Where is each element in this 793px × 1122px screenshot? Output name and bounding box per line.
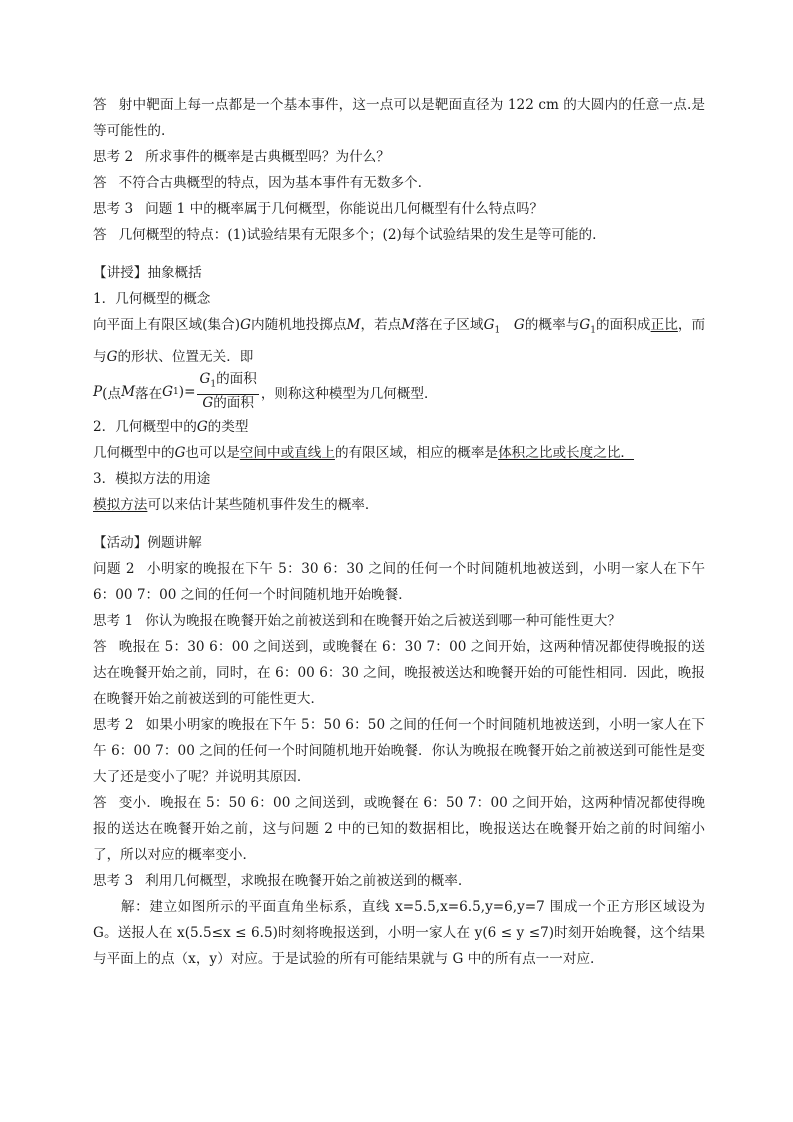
thinking-label: 思考 3 — [93, 201, 134, 217]
thinking-text: 你认为晚报在晚餐开始之前被送到和在晚餐开始之后被送到哪一种可能性更大？ — [145, 612, 621, 629]
answer-ex-1 — [93, 634, 705, 712]
subscript: 1 — [210, 380, 217, 391]
solution-text: 解：建立如图所示的平面直角坐标系，直线 x=5.5,x=6.5,y=6,y=7 围成一个正方形区域设为 G。送报人在 x(5.5≤x ≤ 6.5)时刻将晚报送到，小明一家人在 y(6 ≤ y ≤7)时刻开始晚餐，这个结果与平面上的点（x，y）对应。于是试验的所有可能结果就与 G 中的所有点一一对应. — [93, 898, 705, 967]
probability-formula — [93, 370, 705, 414]
answer-text: 变小．晚报在 5：50 6：00 之间送到，或晚餐在 6：50 7：00 之间开始，这两种情况都使得晚报的送达在晚餐开始之前，这与问题 2 中的已知的数据相比，晚报送达在晚餐开始之前的时间缩小了，所以对应的概率变小． — [93, 794, 706, 863]
underlined-answer: 正比 — [650, 317, 678, 333]
symbol-M: M — [346, 317, 361, 333]
problem-text: 小明家的晚报在下午 5：30 6：30 之间的任何一个时间随机地被送到，小明一家人在下午 6：00 7：00 之间的任何一个时间随机地开始晚餐． — [93, 560, 705, 603]
text-run: )= — [178, 383, 196, 400]
problem-label: 问题 2 — [93, 560, 135, 577]
thinking-ex-2 — [93, 712, 705, 790]
thinking-text: 利用几何概型，求晚报在晚餐开始之前被送到的概率. — [145, 872, 463, 889]
text-run: (点 — [102, 385, 122, 402]
text-run: 的面积成 — [595, 317, 651, 333]
thinking-text: 所求事件的概率是古典概型吗？为什么？ — [145, 149, 390, 165]
document-page — [93, 92, 705, 972]
thinking-3 — [93, 196, 705, 222]
text-run: 可以来估计某些随机事件发生的概率． — [147, 496, 379, 513]
underlined-answer: 空间中或直线上 — [239, 444, 335, 461]
text-run: 的面积 — [216, 371, 257, 388]
underlined-answer: 模拟方法 — [93, 496, 148, 513]
section-abstract — [93, 260, 705, 518]
section-examples — [93, 530, 705, 972]
symbol-P: P — [93, 383, 103, 400]
text-run: ，而与 — [93, 317, 706, 365]
text-run: 的有限区域，相应的概率是 — [334, 444, 499, 461]
text-run: 向平面上有限区域(集合) — [93, 317, 241, 333]
text-run — [500, 317, 514, 333]
symbol-G: G — [106, 348, 118, 365]
symbol-G: G — [483, 317, 495, 333]
item-1-definition — [93, 312, 705, 370]
subscript: 1 — [494, 325, 501, 336]
symbol-M: M — [121, 383, 135, 400]
answer-text: 晚报在 5：30 6：00 之间送到，或晚餐在 6：30 7：00 之间开始，这两种情况都使得晚报的送达在晚餐开始之前，同时，在 6：00 6：30 之间，晚报被送达和晚餐开始的可能性相同．因此，晚报在晚餐开始之前被送到的可能性更大． — [93, 638, 706, 707]
fraction-numerator — [197, 371, 258, 395]
thinking-1 — [93, 608, 705, 634]
thinking-text: 问题 1 中的概率属于几何概型，你能说出几何概型有什么特点吗？ — [145, 201, 544, 217]
answer-text: 射中靶面上每一点都是一个基本事件，这一点可以是靶面直径为 122 cm 的大圆内的任意一点.是等可能性的. — [93, 97, 706, 139]
symbol-G: G — [162, 383, 174, 400]
answer-label: 答 — [93, 97, 107, 113]
item-3-text — [93, 492, 705, 518]
fraction — [197, 371, 258, 412]
text-run: 几何概型中的 — [93, 444, 175, 461]
text-run: 的形状、位置无关．即 — [117, 348, 254, 365]
text-run: 落在子区域 — [415, 317, 484, 333]
item-1-title: 1．几何概型的概念 — [93, 291, 211, 307]
subscript: 1 — [173, 386, 179, 397]
answer-3 — [93, 222, 705, 248]
symbol-G: G — [196, 418, 208, 435]
text-run: 2．几何概型中的 — [93, 418, 197, 435]
answer-ex-2 — [93, 790, 705, 868]
text-run: ，则称这种模型为几何概型． — [260, 385, 438, 402]
symbol-G: G — [199, 371, 211, 388]
section-heading: 【活动】例题讲解 — [93, 534, 202, 551]
answer-label: 答 — [93, 638, 107, 655]
fraction-denominator — [200, 395, 256, 412]
text-run: 的面积 — [213, 395, 254, 412]
subscript: 1 — [590, 325, 596, 336]
symbol-G: G — [579, 317, 591, 333]
thinking-label: 思考 1 — [93, 612, 134, 629]
thinking-2 — [93, 144, 705, 170]
item-2-text — [93, 440, 705, 466]
answer-2 — [93, 170, 705, 196]
item-3-title: 3．模拟方法的用途 — [93, 470, 211, 487]
text-run: 内随机地投掷点 — [250, 317, 347, 333]
thinking-text: 如果小明家的晚报在下午 5：50 6：50 之间的任何一个时间随机地被送到，小明一家人在下午 6：00 7：00 之间的任何一个时间随机地开始晚餐．你认为晚报在晚餐开始之前被送到可能性是变大了还是变小了呢？并说明其原因． — [93, 716, 705, 785]
symbol-G: G — [202, 395, 214, 412]
answer-1 — [93, 92, 705, 144]
answer-label: 答 — [93, 227, 107, 243]
text-run: 的概率与 — [524, 317, 580, 333]
symbol-G: G — [240, 317, 251, 333]
thinking-label: 思考 3 — [93, 872, 134, 889]
answer-text: 几何概型的特点：(1)试验结果有无限多个；(2)每个试验结果的发生是等可能的. — [118, 227, 597, 243]
thinking-label: 思考 2 — [93, 716, 134, 733]
text-run: ，若点 — [360, 317, 402, 333]
answer-label: 答 — [93, 175, 107, 191]
problem-2 — [93, 556, 705, 608]
text-run: 也可以是 — [185, 444, 240, 461]
underlined-answer: 体积之比或长度之比． — [498, 444, 635, 461]
text-run: 的类型 — [207, 418, 249, 435]
answer-label: 答 — [93, 794, 107, 811]
symbol-M: M — [401, 317, 416, 333]
thinking-label: 思考 2 — [93, 149, 134, 165]
text-run: 落在 — [134, 385, 163, 402]
thinking-ex-3 — [93, 868, 705, 894]
symbol-G: G — [174, 444, 186, 461]
answer-text: 不符合古典概型的特点，因为基本事件有无数多个. — [118, 175, 422, 191]
symbol-G: G — [513, 317, 525, 333]
item-2-title — [93, 414, 705, 440]
section-heading: 【讲授】抽象概括 — [93, 265, 202, 281]
